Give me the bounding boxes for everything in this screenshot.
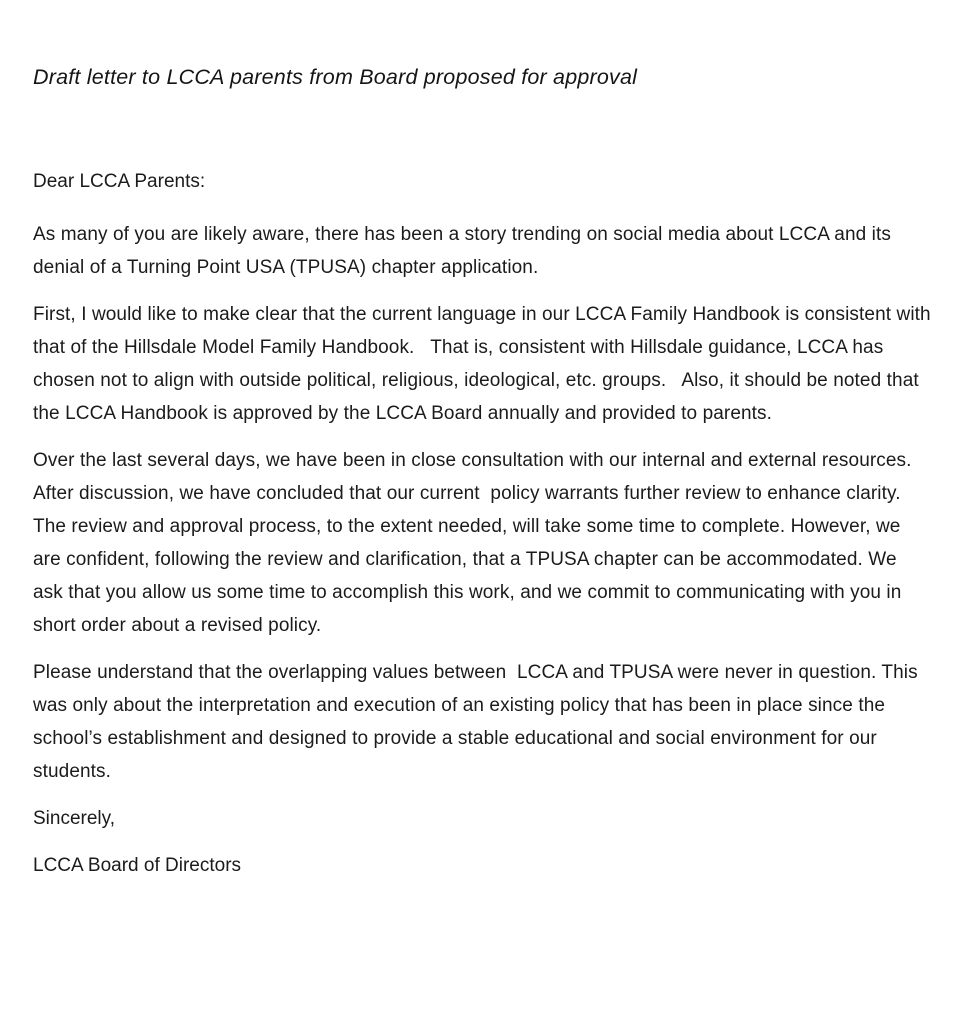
signature: LCCA Board of Directors xyxy=(33,854,242,876)
paragraph-story-trending: As many of you are likely aware, there has been a story trending on social media about LCCA and its denial of a Turning Point USA (TPUSA) chapter application. xyxy=(33,223,897,278)
document-title: Draft letter to LCCA parents from Board proposed for approval xyxy=(33,65,638,89)
paragraph-overlapping-values: Please understand that the overlapping values between LCCA and TPUSA were never in question. This was only about the interpretation and execution of an existing policy that has been in place since the school’s establishment and designed to provide a stable educational and social environment for our students. xyxy=(33,661,924,782)
paragraph-handbook-language: First, I would like to make clear that the current language in our LCCA Family Handbook is consistent with that of the Hillsdale Model Family Handbook. That is, consistent with Hillsdale guidance, LCCA has chosen not to align with outside political, religious, ideological, etc. groups. Also, it should be noted that the LCCA Handbook is approved by the LCCA Board annually and provided to parents. xyxy=(33,303,937,424)
paragraph-policy-review: Over the last several days, we have been in close consultation with our internal and external resources. After discussion, we have concluded that our current policy warrants further review to enhance clarity. The review and approval process, to the extent needed, will take some time to complete. However, we are confident, following the review and clarification, that a TPUSA chapter can be accommodated. We ask that you allow us some time to accomplish this work, and we commit to communicating with you in short order about a revised policy. xyxy=(33,449,916,636)
salutation: Dear LCCA Parents: xyxy=(33,170,206,192)
closing: Sincerely, xyxy=(33,807,116,829)
